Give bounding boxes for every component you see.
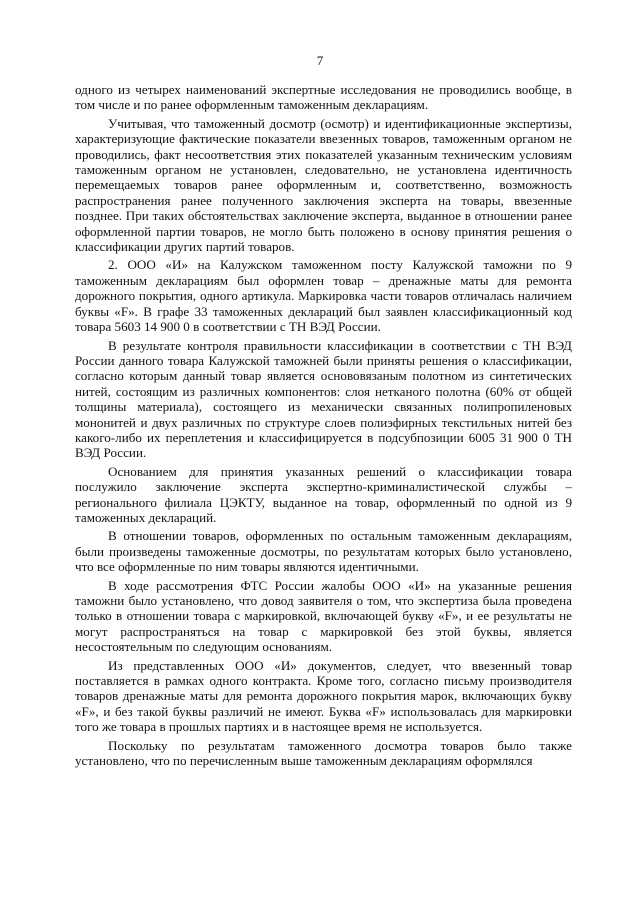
paragraph-complaint-review: В ходе рассмотрения ФТС России жалобы ООО «И» на указанные решения таможни было установлено, что довод заявителя о том, что экспертиза была проведена только в отношении товара с маркировкой, включающей букву «F», и ее результаты не могут распространяться на товар с маркировкой без этой буквы, является несостоятельным по следующим основаниям. xyxy=(75,577,572,655)
paragraph-inspections: В отношении товаров, оформленных по остальным таможенным декларациям, были произведены таможенные досмотры, по результатам которых было установлено, что все оформленные по ним товары являются идентичными. xyxy=(75,528,572,575)
paragraph-case-2: 2. ООО «И» на Калужском таможенном посту Калужской таможни по 9 таможенным декларациям был оформлен товар – дренажные маты для ремонта дорожного покрытия, одного артикула. Маркировка части товаров отличалась наличием буквы «F». В графе 33 таможенных деклараций был заявлен классификационный код товара 5603 14 900 0 в соответствии с ТН ВЭД России. xyxy=(75,257,572,335)
document-body xyxy=(75,82,572,771)
paragraph-inspection-results: Поскольку по результатам таможенного досмотра товаров было также установлено, что по перечисленным выше таможенным декларациям оформлялся xyxy=(75,737,572,769)
paragraph-customs-inspection: Учитывая, что таможенный досмотр (осмотр) и идентификационные экспертизы, характеризующие фактические показатели ввезенных товаров, таможенным органом не проводились, факт несоответствия этих показателей указанным техническим условиям таможенным органом не установлен, следовательно, не установлена идентичность перемещаемых товаров ранее оформленным и, соответственно, возможность распространения ранее полученного заключения эксперта на товары, ввезенные позднее. При таких обстоятельствах заключение эксперта, выданное в отношении ранее оформленной партии товаров, не могло быть положено в основу принятия решения о классификации других партий товаров. xyxy=(75,115,572,255)
page-number: 7 xyxy=(316,53,324,68)
paragraph-documents: Из представленных ООО «И» документов, следует, что ввезенный товар поставляется в рамках одного контракта. Кроме того, согласно письму производителя товаров дренажные маты для ремонта дорожного покрытия марок, включающих букву «F», и без такой буквы различий не имеют. Буква «F» использовалась для маркировки того же товара в прошлых партиях и в настоящее время не используется. xyxy=(75,657,572,735)
paragraph-continuation: одного из четырех наименований экспертные исследования не проводились вообще, в том числе и по ранее оформленным таможенным декларациям. xyxy=(75,82,572,113)
paragraph-classification-decision: В результате контроля правильности классификации в соответствии с ТН ВЭД России данного товара Калужской таможней были приняты решения о классификации, согласно которым данный товар является основовязаным полотном из синтетических нитей, состоящим из различных компонентов: слоя нетканого полотна (60% от общей толщины материала), состоящего из механически связанных полипропиленовых мононитей и двух различных по структуре слоев полиэфирных текстильных нитей без какого-либо их переплетения и классифицируется в подсубпозиции 6005 31 900 0 ТН ВЭД России. xyxy=(75,337,572,461)
paragraph-expert-basis: Основанием для принятия указанных решений о классификации товара послужило заключение эксперта экспертно-криминалистической службы – регионального филиала ЦЭКТУ, выданное на товар, оформленный по одной из 9 таможенных деклараций. xyxy=(75,463,572,525)
